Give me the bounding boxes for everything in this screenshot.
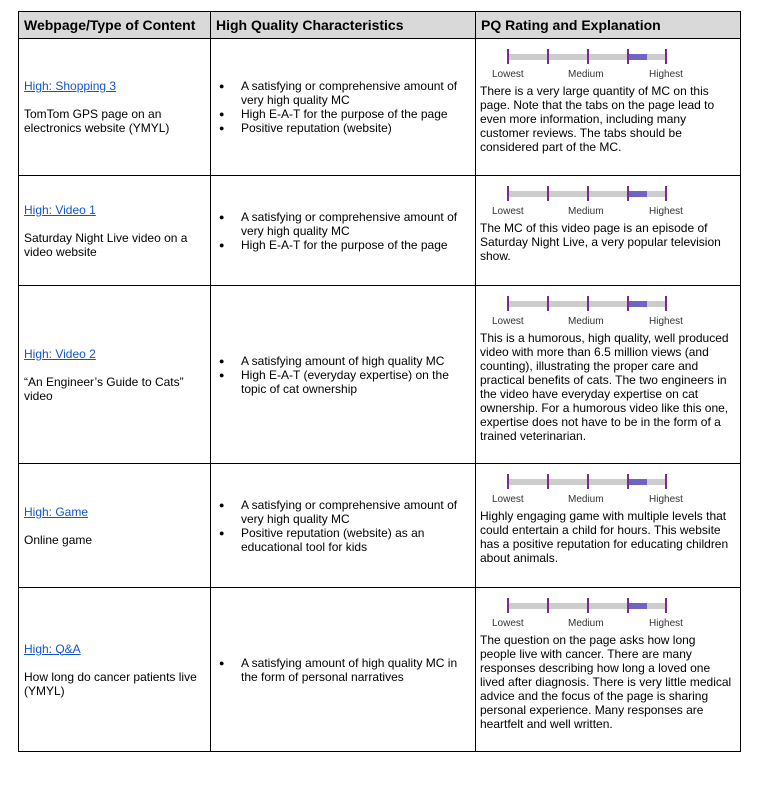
rating-scale xyxy=(482,469,683,505)
scale-tick xyxy=(665,598,667,613)
scale-label-lowest: Lowest xyxy=(492,494,524,505)
rating-explanation: Highly engaging game with multiple levels that could entertain a child for hours. This website has a positive reputation for educating children about animals. xyxy=(480,509,729,565)
characteristics-list xyxy=(219,354,469,396)
list-item: ● High E-A-T (everyday expertise) on the topic of cat ownership xyxy=(241,368,469,396)
webpage-cell xyxy=(19,286,211,464)
rating-cell xyxy=(476,39,741,176)
characteristics-list xyxy=(219,79,469,135)
example-description: TomTom GPS page on an electronics website (YMYL) xyxy=(24,107,170,135)
scale-rating-fill xyxy=(627,479,647,485)
scale-rating-fill xyxy=(627,54,647,60)
example-link[interactable]: High: Game xyxy=(24,504,89,519)
scale-rating-fill xyxy=(627,603,647,609)
rating-explanation: The MC of this video page is an episode of Saturday Night Live, a very popular television show. xyxy=(480,221,721,263)
scale-label-lowest: Lowest xyxy=(492,316,524,327)
scale-label-medium: Medium xyxy=(568,618,604,629)
scale-label-medium: Medium xyxy=(568,494,604,505)
scale-tick xyxy=(587,296,589,311)
scale-label-medium: Medium xyxy=(568,206,604,217)
rating-scale xyxy=(482,291,683,327)
webpage-cell xyxy=(19,39,211,176)
table-row xyxy=(19,588,741,752)
characteristics-cell xyxy=(211,39,476,176)
scale-tick xyxy=(587,598,589,613)
scale-tick xyxy=(507,598,509,613)
rating-explanation: The question on the page asks how long people live with cancer. There are many responses describing how long a loved one lived after diagnosis. There is very little medical advice and the focus of the page is sharing personal experience. Many responses are heartfelt and well written. xyxy=(480,633,732,731)
characteristics-list xyxy=(219,498,469,554)
rating-scale xyxy=(482,181,683,217)
scale-tick xyxy=(627,474,629,489)
list-item: ● A satisfying or comprehensive amount of very high quality MC xyxy=(241,498,469,526)
scale-tick xyxy=(627,186,629,201)
scale-label-highest: Highest xyxy=(649,618,683,629)
list-item: ● High E-A-T for the purpose of the page xyxy=(241,238,469,252)
scale-tick xyxy=(547,49,549,64)
scale-tick xyxy=(627,296,629,311)
characteristics-cell xyxy=(211,176,476,286)
example-link[interactable]: High: Q&A xyxy=(24,641,81,656)
table-row xyxy=(19,286,741,464)
scale-label-highest: Highest xyxy=(649,494,683,505)
list-item: ● Positive reputation (website) xyxy=(241,121,469,135)
scale-tick xyxy=(547,598,549,613)
scale-label-highest: Highest xyxy=(649,316,683,327)
scale-tick xyxy=(587,474,589,489)
list-item: ● A satisfying or comprehensive amount of very high quality MC xyxy=(241,210,469,238)
scale-label-highest: Highest xyxy=(649,69,683,80)
webpage-cell xyxy=(19,176,211,286)
scale-tick xyxy=(665,474,667,489)
rating-scale xyxy=(482,44,683,80)
header-webpage-type: Webpage/Type of Content xyxy=(19,12,211,39)
table-row xyxy=(19,39,741,176)
scale-tick xyxy=(665,296,667,311)
rating-cell xyxy=(476,286,741,464)
scale-rating-fill xyxy=(627,301,647,307)
scale-tick xyxy=(547,296,549,311)
scale-label-lowest: Lowest xyxy=(492,618,524,629)
example-link[interactable]: High: Video 2 xyxy=(24,346,96,361)
list-item: ● A satisfying amount of high quality MC in the form of personal narratives xyxy=(241,656,469,684)
webpage-cell xyxy=(19,464,211,588)
header-row xyxy=(19,12,741,39)
scale-rating-fill xyxy=(627,191,647,197)
rating-explanation: This is a humorous, high quality, well produced video with more than 6.5 million views (and counting), illustrating the proper care and practical benefits of cats. The two engineers in the video have everyday expertise on cat ownership. For a humorous video like this one, expertise does not have to be in the form of a trained veterinarian. xyxy=(480,331,729,443)
rating-scale xyxy=(482,593,683,629)
scale-label-medium: Medium xyxy=(568,316,604,327)
characteristics-cell xyxy=(211,286,476,464)
scale-label-lowest: Lowest xyxy=(492,69,524,80)
scale-tick xyxy=(547,474,549,489)
characteristics-cell xyxy=(211,588,476,752)
characteristics-cell xyxy=(211,464,476,588)
scale-tick xyxy=(665,186,667,201)
list-item: ● Positive reputation (website) as an educational tool for kids xyxy=(241,526,469,554)
table-row xyxy=(19,176,741,286)
table-row xyxy=(19,464,741,588)
scale-label-lowest: Lowest xyxy=(492,206,524,217)
scale-tick xyxy=(627,598,629,613)
characteristics-list xyxy=(219,656,469,684)
example-description: Online game xyxy=(24,532,93,547)
header-pq-rating: PQ Rating and Explanation xyxy=(476,12,741,39)
scale-tick xyxy=(627,49,629,64)
scale-tick xyxy=(587,49,589,64)
example-description: “An Engineer’s Guide to Cats” video xyxy=(24,374,184,403)
scale-tick xyxy=(507,474,509,489)
scale-label-highest: Highest xyxy=(649,206,683,217)
example-link[interactable]: High: Video 1 xyxy=(24,202,96,217)
scale-tick xyxy=(507,49,509,64)
scale-label-medium: Medium xyxy=(568,69,604,80)
scale-tick xyxy=(665,49,667,64)
example-description: Saturday Night Live video on a video website xyxy=(24,230,188,259)
list-item: ● High E-A-T for the purpose of the page xyxy=(241,107,469,121)
rating-cell xyxy=(476,176,741,286)
rating-cell xyxy=(476,588,741,752)
list-item: ● A satisfying or comprehensive amount of very high quality MC xyxy=(241,79,469,107)
scale-tick xyxy=(507,186,509,201)
rating-explanation: There is a very large quantity of MC on this page. Note that the tabs on the page lead to even more information, including many customer reviews. The tabs should be considered part of the MC. xyxy=(480,84,715,154)
webpage-cell xyxy=(19,588,211,752)
scale-tick xyxy=(547,186,549,201)
characteristics-list xyxy=(219,210,469,252)
scale-tick xyxy=(507,296,509,311)
pq-rating-table xyxy=(18,11,741,752)
example-description: How long do cancer patients live (YMYL) xyxy=(24,669,197,698)
rating-cell xyxy=(476,464,741,588)
scale-tick xyxy=(587,186,589,201)
header-characteristics: High Quality Characteristics xyxy=(211,12,476,39)
example-link[interactable]: High: Shopping 3 xyxy=(24,79,117,93)
list-item: ● A satisfying amount of high quality MC xyxy=(241,354,469,368)
